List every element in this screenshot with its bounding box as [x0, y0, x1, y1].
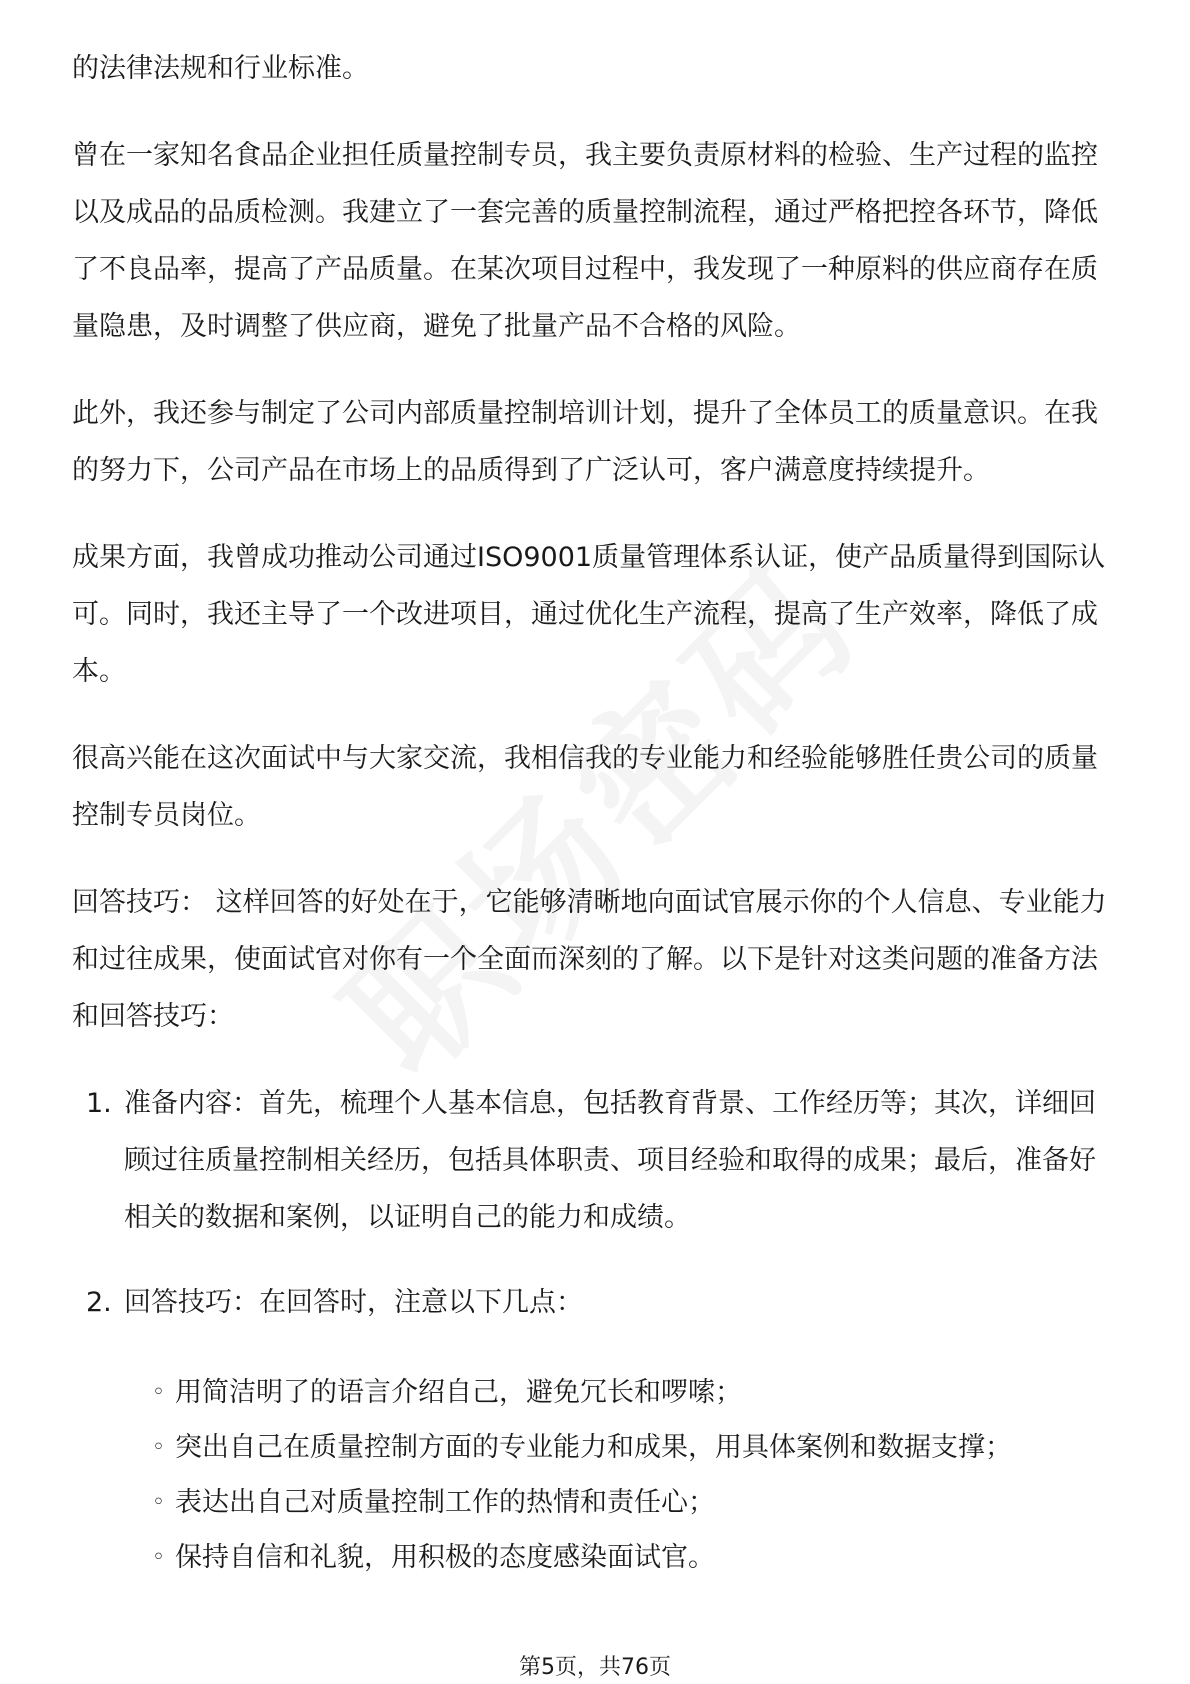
- bullet-icon: ◦: [152, 1380, 165, 1405]
- bullet-text: 用简洁明了的语言介绍自己，避免冗长和啰嗦；: [175, 1377, 742, 1408]
- bullet-item: [124, 1365, 1122, 1420]
- paragraph: 此外，我还参与制定了公司内部质量控制培训计划，提升了全体员工的质量意识。在我的努力下，公司产品在市场上的品质得到了广泛认可，客户满意度持续提升。: [72, 398, 1098, 486]
- list-item-text: 准备内容：首先，梳理个人基本信息，包括教育背景、工作经历等；其次，详细回顾过往质量控制相关经历，包括具体职责、项目经验和取得的成果；最后，准备好相关的数据和案例，以证明自己的能力和成绩。: [124, 1088, 1096, 1233]
- numbered-list: [72, 1075, 1122, 1585]
- bullet-text: 保持自信和礼貌，用积极的态度感染面试官。: [175, 1542, 715, 1573]
- document-body: [72, 40, 1122, 1613]
- paragraph: 曾在一家知名食品企业担任质量控制专员，我主要负责原材料的检验、生产过程的监控以及成品的品质检测。我建立了一套完善的质量控制流程，通过严格把控各环节，降低了不良品率，提高了产品质量。在某次项目过程中，我发现了一种原料的供应商存在质量隐患，及时调整了供应商，避免了批量产品不合格的风险。: [72, 140, 1098, 342]
- list-number: 1.: [86, 1088, 112, 1119]
- list-item: [72, 1075, 1122, 1246]
- bullet-text: 突出自己在质量控制方面的专业能力和成果，用具体案例和数据支撑；: [175, 1432, 1012, 1463]
- bullet-item: [124, 1530, 1122, 1585]
- paragraph: 回答技巧： 这样回答的好处在于，它能够清晰地向面试官展示你的个人信息、专业能力和过往成果，使面试官对你有一个全面而深刻的了解。以下是针对这类问题的准备方法和回答技巧：: [72, 887, 1107, 1032]
- bullet-icon: ◦: [152, 1545, 165, 1570]
- paragraph: 很高兴能在这次面试中与大家交流，我相信我的专业能力和经验能够胜任贵公司的质量控制专员岗位。: [72, 743, 1098, 831]
- paragraph: 成果方面，我曾成功推动公司通过ISO9001质量管理体系认证，使产品质量得到国际认可。同时，我还主导了一个改进项目，通过优化生产流程，提高了生产效率，降低了成本。: [72, 542, 1106, 687]
- bullet-item: [124, 1475, 1122, 1530]
- list-number: 2.: [86, 1287, 112, 1318]
- paragraph: 的法律法规和行业标准。: [72, 53, 369, 84]
- bullet-item: [124, 1420, 1122, 1475]
- list-item-text: 回答技巧：在回答时，注意以下几点：: [124, 1287, 583, 1318]
- bullet-icon: ◦: [152, 1490, 165, 1515]
- list-item: [72, 1274, 1122, 1585]
- bullet-icon: ◦: [152, 1435, 165, 1460]
- page-number: 第5页，共76页: [519, 1655, 671, 1680]
- bullet-text: 表达出自己对质量控制工作的热情和责任心；: [175, 1487, 715, 1518]
- bullet-list: [124, 1365, 1122, 1585]
